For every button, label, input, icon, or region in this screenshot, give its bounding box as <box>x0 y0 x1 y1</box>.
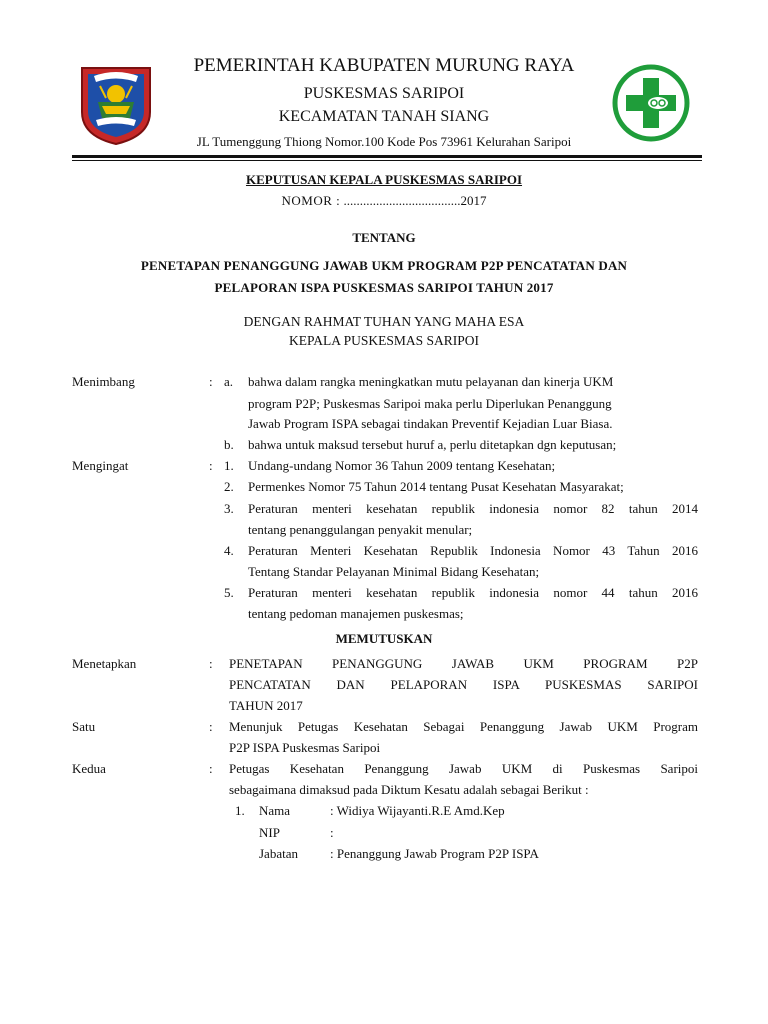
menimbang-a-line2: program P2P; Puskesmas Saripoi maka perlu Diperlukan Penanggung <box>248 396 612 411</box>
nip-value: : <box>330 825 334 840</box>
menimbang-a-line1: bahwa dalam rangka meningkatkan mutu pelayanan dan kinerja UKM <box>248 374 614 389</box>
mengingat-label: Mengingat <box>72 458 129 473</box>
menimbang-colon: : <box>209 374 213 389</box>
satu-colon: : <box>209 719 213 734</box>
kop-address: JL Tumenggung Thiong Nomor.100 Kode Pos 73961 Kelurahan Saripoi <box>196 134 572 149</box>
menimbang-b-marker: b. <box>224 437 234 452</box>
memutuskan-heading: MEMUTUSKAN <box>335 631 433 646</box>
menetapkan-line1: PENETAPAN PENANGGUNG JAWAB UKM PROGRAM P2P <box>229 656 698 671</box>
kop-pemerintah: PEMERINTAH KABUPATEN MURUNG RAYA <box>193 55 575 76</box>
kedua-line2: sebagaimana dimaksud pada Diktum Kesatu adalah sebagai Berikut : <box>229 782 589 797</box>
nomor-label: NOMOR : <box>281 193 341 208</box>
menimbang-label: Menimbang <box>72 374 135 389</box>
satu-line1: Menunjuk Petugas Kesehatan Sebagai Penanggung Jawab UKM Program <box>229 719 698 734</box>
mengingat-item-3-line2: tentang penanggulangan penyakit menular; <box>248 522 473 537</box>
mengingat-item-5-line2: tentang pedoman manajemen puskesmas; <box>248 606 464 621</box>
menimbang-a-line3: Jawab Program ISPA sebagai tindakan Preventif Kejadian Luar Biasa. <box>248 416 613 431</box>
decree-title: KEPUTUSAN KEPALA PUSKESMAS SARIPOI <box>245 172 523 187</box>
header-divider-thick <box>72 155 702 158</box>
menetapkan-line2: PENCATATAN DAN PELAPORAN ISPA PUSKESMAS SARIPOI <box>229 677 698 692</box>
mengingat-3-marker: 3. <box>224 501 234 516</box>
header-divider-thin <box>72 160 702 161</box>
subject-line-1: PENETAPAN PENANGGUNG JAWAB UKM PROGRAM P2P PENCATATAN DAN <box>140 258 628 273</box>
jabatan-value: : Penanggung Jawab Program P2P ISPA <box>330 846 539 861</box>
menetapkan-colon: : <box>209 656 213 671</box>
mengingat-item-2: Permenkes Nomor 75 Tahun 2014 tentang Pusat Kesehatan Masyarakat; <box>248 479 624 494</box>
menetapkan-line3: TAHUN 2017 <box>229 698 303 713</box>
mengingat-1-marker: 1. <box>224 458 234 473</box>
nama-value: : Widiya Wijayanti.R.E Amd.Kep <box>330 803 505 818</box>
menimbang-b-line1: bahwa untuk maksud tersebut huruf a, perlu ditetapkan dgn keputusan; <box>248 437 617 452</box>
mengingat-item-3-line1: Peraturan menteri kesehatan republik indonesia nomor 82 tahun 2014 <box>248 501 698 516</box>
kedua-line1: Petugas Kesehatan Penanggung Jawab UKM di Puskesmas Saripoi <box>229 761 698 776</box>
satu-line2: P2P ISPA Puskesmas Saripoi <box>229 740 381 755</box>
nip-label: NIP <box>259 825 280 840</box>
invocation: DENGAN RAHMAT TUHAN YANG MAHA ESA <box>243 314 525 329</box>
person-number: 1. <box>235 803 245 818</box>
kedua-label: Kedua <box>72 761 106 776</box>
mengingat-item-4-line1: Peraturan Menteri Kesehatan Republik Indonesia Nomor 43 Tahun 2016 <box>248 543 698 558</box>
mengingat-item-4-line2: Tentang Standar Pelayanan Minimal Bidang Kesehatan; <box>248 564 540 579</box>
tentang-heading: TENTANG <box>352 230 416 245</box>
mengingat-item-5-line1: Peraturan menteri kesehatan republik indonesia nomor 44 tahun 2016 <box>248 585 698 600</box>
menetapkan-label: Menetapkan <box>72 656 137 671</box>
kop-puskesmas: PUSKESMAS SARIPOI <box>303 85 465 102</box>
issuer: KEPALA PUSKESMAS SARIPOI <box>288 333 480 348</box>
mengingat-2-marker: 2. <box>224 479 234 494</box>
mengingat-item-1: Undang-undang Nomor 36 Tahun 2009 tentang Kesehatan; <box>248 458 556 473</box>
kop-kecamatan: KECAMATAN TANAH SIANG <box>278 108 490 125</box>
mengingat-colon: : <box>209 458 213 473</box>
decree-number <box>0 193 768 209</box>
mengingat-5-marker: 5. <box>224 585 234 600</box>
mengingat-4-marker: 4. <box>224 543 234 558</box>
nama-label: Nama <box>259 803 291 818</box>
nomor-value: ....................................2017 <box>340 193 487 208</box>
menimbang-a-marker: a. <box>224 374 234 389</box>
jabatan-label: Jabatan <box>259 846 298 861</box>
subject-line-2: PELAPORAN ISPA PUSKESMAS SARIPOI TAHUN 2017 <box>214 280 554 295</box>
satu-label: Satu <box>72 719 96 734</box>
kedua-colon: : <box>209 761 213 776</box>
